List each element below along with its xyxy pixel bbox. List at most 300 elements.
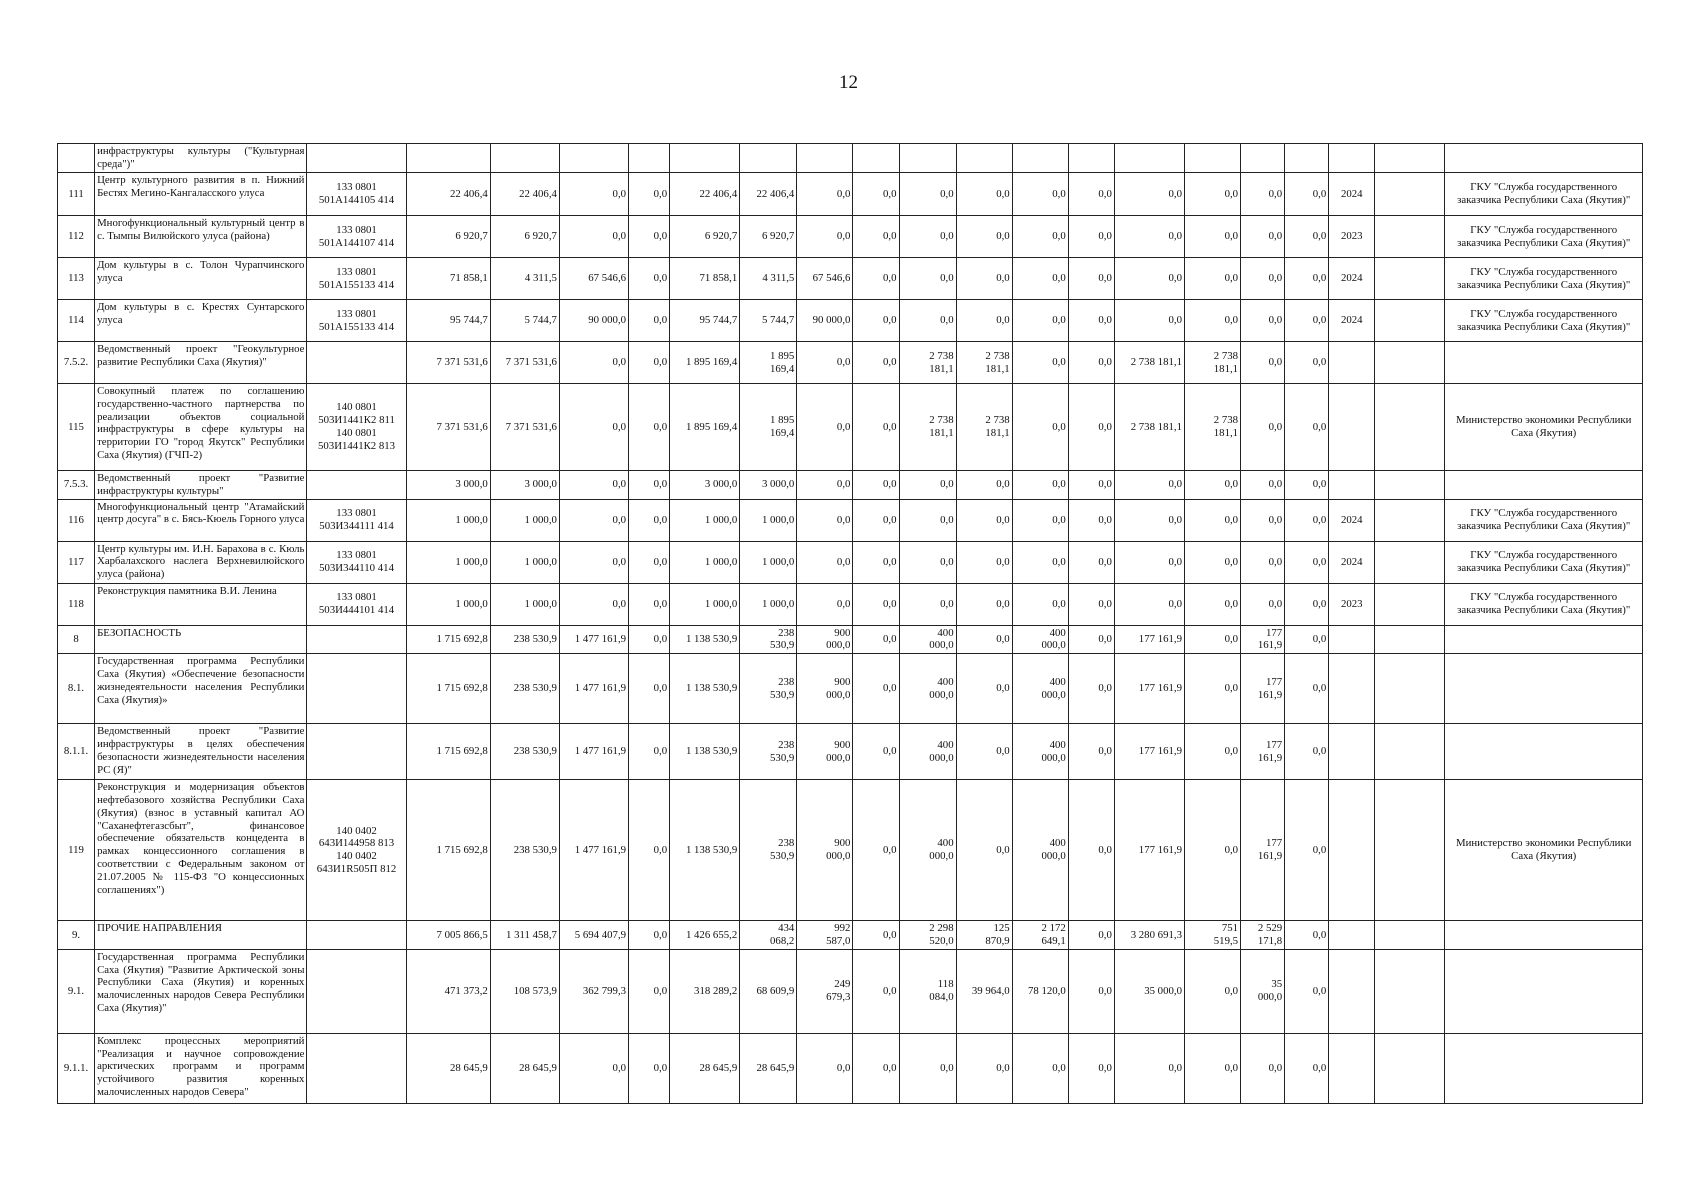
table-cell: 0,0 <box>899 583 956 625</box>
table-cell: 0,0 <box>1285 384 1329 471</box>
table-cell: 3 000,0 <box>740 471 797 500</box>
table-cell: 8.1.1. <box>58 724 95 780</box>
table-cell: 28 645,9 <box>490 1033 559 1103</box>
table-cell: 2 738 181,1 <box>1184 342 1240 384</box>
table-cell: 0,0 <box>1241 1033 1285 1103</box>
table-cell: 0,0 <box>629 173 670 216</box>
table-cell: БЕЗОПАСНОСТЬ <box>95 625 307 654</box>
table-cell: 0,0 <box>1012 583 1068 625</box>
table-cell: 238 530,9 <box>740 625 797 654</box>
table-cell: 7 005 866,5 <box>406 921 490 950</box>
table-cell: 9. <box>58 921 95 950</box>
table-cell: 177 161,9 <box>1114 780 1184 921</box>
table-row <box>58 583 1643 625</box>
table-cell: 0,0 <box>956 583 1012 625</box>
table-cell <box>670 144 740 173</box>
table-cell: 0,0 <box>629 780 670 921</box>
table-cell: 1 000,0 <box>740 499 797 541</box>
table-cell: 6 920,7 <box>670 216 740 258</box>
table-cell: 0,0 <box>629 541 670 583</box>
table-cell <box>1329 949 1375 1033</box>
table-cell: Ведомственный проект "Развитие инфраструктуры в целях обеспечения безопасности жизнедеятельности населения РС (Я)" <box>95 724 307 780</box>
table-cell: 0,0 <box>1285 258 1329 300</box>
table-cell: ГКУ "Служба государственного заказчика Республики Саха (Якутия)" <box>1445 583 1643 625</box>
table-cell: 1 000,0 <box>490 499 559 541</box>
table-cell: 238 530,9 <box>740 780 797 921</box>
table-cell: 28 645,9 <box>670 1033 740 1103</box>
table-cell: 177 161,9 <box>1241 654 1285 724</box>
table-cell: 0,0 <box>629 583 670 625</box>
table-cell: 0,0 <box>1012 384 1068 471</box>
table-cell <box>1445 1033 1643 1103</box>
table-cell: 6 920,7 <box>740 216 797 258</box>
table-cell: 0,0 <box>629 921 670 950</box>
table-cell: 2023 <box>1329 216 1375 258</box>
table-cell: 238 530,9 <box>740 654 797 724</box>
table-cell: 0,0 <box>797 216 853 258</box>
table-cell: 177 161,9 <box>1114 654 1184 724</box>
table-cell: 0,0 <box>853 499 899 541</box>
table-cell <box>1285 144 1329 173</box>
table-cell: 117 <box>58 541 95 583</box>
table-row <box>58 724 1643 780</box>
table-cell <box>1375 780 1445 921</box>
table-cell: 2024 <box>1329 300 1375 342</box>
table-cell: 7.5.3. <box>58 471 95 500</box>
table-cell: 0,0 <box>1012 541 1068 583</box>
table-cell: 2 738 181,1 <box>1114 342 1184 384</box>
table-cell: 0,0 <box>1184 300 1240 342</box>
table-cell: 119 <box>58 780 95 921</box>
table-row <box>58 921 1643 950</box>
table-cell: 8 <box>58 625 95 654</box>
table-cell: 0,0 <box>1285 625 1329 654</box>
table-cell: 0,0 <box>1184 499 1240 541</box>
table-cell: 0,0 <box>1241 384 1285 471</box>
table-cell: 0,0 <box>559 471 628 500</box>
table-cell <box>1329 724 1375 780</box>
table-cell: 0,0 <box>797 471 853 500</box>
table-cell: 0,0 <box>629 216 670 258</box>
table-cell: 1 138 530,9 <box>670 625 740 654</box>
table-cell: 3 000,0 <box>670 471 740 500</box>
table-cell <box>797 144 853 173</box>
table-cell: Многофункциональный центр "Атамайский центр досуга" в с. Бясь-Кюель Горного улуса <box>95 499 307 541</box>
table-cell: 0,0 <box>853 780 899 921</box>
table-cell: 0,0 <box>629 625 670 654</box>
table-cell <box>1375 724 1445 780</box>
table-cell <box>1375 471 1445 500</box>
table-cell: 2024 <box>1329 258 1375 300</box>
table-cell: 0,0 <box>797 384 853 471</box>
table-cell: 5 744,7 <box>740 300 797 342</box>
table-row <box>58 300 1643 342</box>
table-cell: 1 311 458,7 <box>490 921 559 950</box>
table-cell: 0,0 <box>853 541 899 583</box>
table-cell: 2 738 181,1 <box>899 342 956 384</box>
table-cell: 0,0 <box>1184 216 1240 258</box>
table-cell: 0,0 <box>853 654 899 724</box>
table-cell: 1 000,0 <box>670 541 740 583</box>
table-cell: 0,0 <box>1285 921 1329 950</box>
table-cell <box>1375 1033 1445 1103</box>
table-cell: 71 858,1 <box>406 258 490 300</box>
table-cell: 114 <box>58 300 95 342</box>
table-cell <box>1375 173 1445 216</box>
table-cell <box>1329 780 1375 921</box>
table-cell <box>1068 144 1114 173</box>
table-cell: 0,0 <box>559 499 628 541</box>
table-cell: 1 715 692,8 <box>406 625 490 654</box>
table-cell: 0,0 <box>1068 921 1114 950</box>
table-cell: 0,0 <box>797 583 853 625</box>
table-cell: 90 000,0 <box>559 300 628 342</box>
table-cell: 67 546,6 <box>797 258 853 300</box>
table-row <box>58 654 1643 724</box>
table-cell: 400 000,0 <box>899 625 956 654</box>
table-cell: 0,0 <box>1068 471 1114 500</box>
table-cell: 71 858,1 <box>670 258 740 300</box>
table-cell: 0,0 <box>1184 625 1240 654</box>
table-cell: 0,0 <box>559 583 628 625</box>
table-cell: 0,0 <box>1184 724 1240 780</box>
table-cell: 0,0 <box>1012 471 1068 500</box>
table-cell: 900 000,0 <box>797 625 853 654</box>
table-cell: 249 679,3 <box>797 949 853 1033</box>
table-cell: 0,0 <box>1285 541 1329 583</box>
table-cell <box>1375 216 1445 258</box>
table-cell <box>1375 342 1445 384</box>
table-cell: 0,0 <box>853 173 899 216</box>
table-cell: 400 000,0 <box>1012 654 1068 724</box>
table-cell: 0,0 <box>1241 499 1285 541</box>
table-cell <box>629 144 670 173</box>
table-cell: 1 000,0 <box>406 499 490 541</box>
table-cell: 0,0 <box>1114 216 1184 258</box>
table-body <box>58 144 1643 1104</box>
table-cell <box>307 921 406 950</box>
table-cell: 238 530,9 <box>490 654 559 724</box>
table-cell <box>1375 625 1445 654</box>
table-cell: 0,0 <box>629 342 670 384</box>
table-cell: 116 <box>58 499 95 541</box>
table-cell: 0,0 <box>1068 654 1114 724</box>
table-cell <box>1375 654 1445 724</box>
table-cell: ГКУ "Служба государственного заказчика Республики Саха (Якутия)" <box>1445 258 1643 300</box>
table-cell: 115 <box>58 384 95 471</box>
table-cell: 0,0 <box>1241 583 1285 625</box>
budget-table <box>57 143 1643 1104</box>
table-cell: 471 373,2 <box>406 949 490 1033</box>
table-cell: 0,0 <box>797 499 853 541</box>
table-cell <box>1445 471 1643 500</box>
table-cell: 6 920,7 <box>490 216 559 258</box>
table-row <box>58 173 1643 216</box>
table-cell: 35 000,0 <box>1241 949 1285 1033</box>
table-cell: 0,0 <box>1285 300 1329 342</box>
table-cell <box>1445 625 1643 654</box>
table-cell: 0,0 <box>1068 216 1114 258</box>
table-cell: 133 0801 503И344111 414 <box>307 499 406 541</box>
table-cell: 0,0 <box>629 1033 670 1103</box>
table-cell: 177 161,9 <box>1241 780 1285 921</box>
table-cell: 400 000,0 <box>1012 780 1068 921</box>
table-cell <box>1445 144 1643 173</box>
table-cell: 0,0 <box>1285 1033 1329 1103</box>
table-cell: Министерство экономики Республики Саха (Якутия) <box>1445 780 1643 921</box>
table-cell: 1 477 161,9 <box>559 625 628 654</box>
table-row <box>58 471 1643 500</box>
table-cell: 2 738 181,1 <box>1184 384 1240 471</box>
table-cell: 0,0 <box>1012 300 1068 342</box>
table-cell: 0,0 <box>853 949 899 1033</box>
table-cell: 1 895 169,4 <box>740 384 797 471</box>
table-row <box>58 216 1643 258</box>
table-cell: 0,0 <box>629 724 670 780</box>
table-cell: 22 406,4 <box>406 173 490 216</box>
table-cell: 0,0 <box>899 499 956 541</box>
table-cell <box>1445 654 1643 724</box>
table-cell: ГКУ "Служба государственного заказчика Республики Саха (Якутия)" <box>1445 216 1643 258</box>
table-cell: 0,0 <box>1068 173 1114 216</box>
table-cell: 0,0 <box>1012 173 1068 216</box>
table-cell <box>1375 384 1445 471</box>
table-cell: 238 530,9 <box>490 780 559 921</box>
table-cell: 140 0801 503И1441К2 811 140 0801 503И1441К2 813 <box>307 384 406 471</box>
table-cell <box>307 654 406 724</box>
table-cell: 0,0 <box>1184 654 1240 724</box>
table-cell <box>1329 384 1375 471</box>
table-cell <box>1375 499 1445 541</box>
table-cell: 1 426 655,2 <box>670 921 740 950</box>
table-cell: 238 530,9 <box>740 724 797 780</box>
table-cell: 0,0 <box>899 1033 956 1103</box>
table-row <box>58 949 1643 1033</box>
table-cell: 0,0 <box>1241 216 1285 258</box>
table-cell: ГКУ "Служба государственного заказчика Республики Саха (Якутия)" <box>1445 300 1643 342</box>
table-cell: 118 <box>58 583 95 625</box>
table-cell: 7.5.2. <box>58 342 95 384</box>
table-cell: 0,0 <box>956 724 1012 780</box>
table-cell: 0,0 <box>1068 384 1114 471</box>
table-cell: 2024 <box>1329 541 1375 583</box>
table-cell: 5 744,7 <box>490 300 559 342</box>
table-cell: 0,0 <box>899 300 956 342</box>
table-cell: 400 000,0 <box>899 724 956 780</box>
table-cell: 95 744,7 <box>670 300 740 342</box>
table-cell: 0,0 <box>956 541 1012 583</box>
table-cell: 0,0 <box>956 300 1012 342</box>
table-cell: 0,0 <box>1241 300 1285 342</box>
table-cell <box>1375 949 1445 1033</box>
table-cell: 133 0801 501A144105 414 <box>307 173 406 216</box>
table-cell: 0,0 <box>1114 1033 1184 1103</box>
table-cell: 1 715 692,8 <box>406 654 490 724</box>
table-cell <box>1329 654 1375 724</box>
table-cell: 0,0 <box>853 258 899 300</box>
table-cell: 0,0 <box>1114 499 1184 541</box>
table-cell: 1 000,0 <box>490 583 559 625</box>
table-cell: 0,0 <box>853 921 899 950</box>
table-cell: 0,0 <box>1114 583 1184 625</box>
table-cell: 5 694 407,9 <box>559 921 628 950</box>
table-cell: 0,0 <box>1114 541 1184 583</box>
table-cell: 4 311,5 <box>740 258 797 300</box>
table-cell: 0,0 <box>559 1033 628 1103</box>
table-cell: Дом культуры в с. Толон Чурапчинского улуса <box>95 258 307 300</box>
table-cell: 0,0 <box>1241 541 1285 583</box>
table-cell: 0,0 <box>1285 216 1329 258</box>
table-cell: 0,0 <box>853 300 899 342</box>
table-cell: 0,0 <box>1241 173 1285 216</box>
table-cell: 8.1. <box>58 654 95 724</box>
table-cell: 0,0 <box>956 1033 1012 1103</box>
table-cell: 1 895 169,4 <box>670 384 740 471</box>
table-cell: 0,0 <box>853 724 899 780</box>
table-cell: 0,0 <box>956 499 1012 541</box>
table-cell: 2024 <box>1329 173 1375 216</box>
table-cell: 2 738 181,1 <box>899 384 956 471</box>
table-cell: 0,0 <box>1068 258 1114 300</box>
table-cell <box>1329 471 1375 500</box>
table-cell: ПРОЧИЕ НАПРАВЛЕНИЯ <box>95 921 307 950</box>
table-cell: 2023 <box>1329 583 1375 625</box>
table-cell: Многофункциональный культурный центр в с. Тымпы Вилюйского улуса (района) <box>95 216 307 258</box>
table-row <box>58 1033 1643 1103</box>
table-cell: 0,0 <box>1068 499 1114 541</box>
table-cell: 0,0 <box>1285 499 1329 541</box>
table-row <box>58 499 1643 541</box>
table-cell <box>307 144 406 173</box>
table-cell: 0,0 <box>629 654 670 724</box>
table-cell: 0,0 <box>1114 300 1184 342</box>
table-cell: 2 172 649,1 <box>1012 921 1068 950</box>
table-cell: 112 <box>58 216 95 258</box>
table-cell: 0,0 <box>899 173 956 216</box>
table-cell: 0,0 <box>1068 625 1114 654</box>
table-cell: 0,0 <box>1184 173 1240 216</box>
table-row <box>58 384 1643 471</box>
table-cell: 400 000,0 <box>899 654 956 724</box>
table-cell: 7 371 531,6 <box>490 342 559 384</box>
table-cell: 2 529 171,8 <box>1241 921 1285 950</box>
table-cell: 133 0801 503И344110 414 <box>307 541 406 583</box>
table-cell: 238 530,9 <box>490 625 559 654</box>
table-cell: 133 0801 501A155133 414 <box>307 300 406 342</box>
table-cell <box>740 144 797 173</box>
table-cell <box>1329 921 1375 950</box>
table-row <box>58 625 1643 654</box>
table-cell: 0,0 <box>1184 1033 1240 1103</box>
table-cell: 0,0 <box>853 625 899 654</box>
table-cell: 1 000,0 <box>740 583 797 625</box>
table-cell: 0,0 <box>629 258 670 300</box>
table-cell: 0,0 <box>899 541 956 583</box>
table-cell: Центр культуры им. И.Н. Барахова в с. Кюль Харбалахского наслега Верхневилюйского улуса (района) <box>95 541 307 583</box>
table-cell: Реконструкция и модернизация объектов нефтебазового хозяйства Республики Саха (Якутия) (взнос в уставный капитал АО "Саханефтегазсбыт", финансовое обеспечение обязательств концедента в рамках концессионного соглашения в соответствии с Федеральным законом от 21.07.2005 № 115-ФЗ "О концессионных соглашениях") <box>95 780 307 921</box>
table-cell: 68 609,9 <box>740 949 797 1033</box>
table-cell: 113 <box>58 258 95 300</box>
table-row <box>58 780 1643 921</box>
table-cell: 39 964,0 <box>956 949 1012 1033</box>
table-cell <box>1445 342 1643 384</box>
table-cell: 0,0 <box>899 471 956 500</box>
table-cell <box>307 625 406 654</box>
table-cell: 0,0 <box>853 384 899 471</box>
table-cell: 900 000,0 <box>797 780 853 921</box>
table-cell <box>899 144 956 173</box>
table-cell: 0,0 <box>1068 780 1114 921</box>
table-cell: 9.1. <box>58 949 95 1033</box>
table-cell: 1 895 169,4 <box>740 342 797 384</box>
table-cell: 0,0 <box>1114 173 1184 216</box>
table-cell: 0,0 <box>1012 258 1068 300</box>
table-cell <box>307 949 406 1033</box>
table-cell: 35 000,0 <box>1114 949 1184 1033</box>
table-cell: 3 280 691,3 <box>1114 921 1184 950</box>
table-cell: 1 138 530,9 <box>670 724 740 780</box>
table-cell: 0,0 <box>956 173 1012 216</box>
table-cell <box>1241 144 1285 173</box>
table-cell: 1 138 530,9 <box>670 654 740 724</box>
table-cell: 22 406,4 <box>670 173 740 216</box>
table-cell <box>1329 1033 1375 1103</box>
table-cell: 0,0 <box>629 384 670 471</box>
table-cell: 2024 <box>1329 499 1375 541</box>
table-cell: Ведомственный проект "Развитие инфраструктуры культуры" <box>95 471 307 500</box>
table-cell <box>1329 144 1375 173</box>
table-cell: 0,0 <box>853 471 899 500</box>
table-cell: 0,0 <box>956 258 1012 300</box>
table-cell <box>853 144 899 173</box>
table-cell: 0,0 <box>1012 216 1068 258</box>
table-cell: 133 0801 503И444101 414 <box>307 583 406 625</box>
table-cell: 118 084,0 <box>899 949 956 1033</box>
table-cell: 1 000,0 <box>490 541 559 583</box>
table-cell: Центр культурного развития в п. Нижний Бестях Мегино-Кангаласского улуса <box>95 173 307 216</box>
table-cell: 0,0 <box>559 384 628 471</box>
table-cell <box>1445 921 1643 950</box>
table-cell <box>1375 583 1445 625</box>
table-cell: 28 645,9 <box>740 1033 797 1103</box>
table-cell: 1 000,0 <box>406 583 490 625</box>
table-cell: 0,0 <box>797 173 853 216</box>
table-cell: 0,0 <box>1285 949 1329 1033</box>
table-cell: 1 000,0 <box>406 541 490 583</box>
table-cell <box>1375 541 1445 583</box>
table-cell: 434 068,2 <box>740 921 797 950</box>
table-cell: 2 738 181,1 <box>956 342 1012 384</box>
table-cell: 0,0 <box>956 780 1012 921</box>
table-cell: 1 477 161,9 <box>559 654 628 724</box>
table-cell: 0,0 <box>1285 724 1329 780</box>
table-cell: 90 000,0 <box>797 300 853 342</box>
table-cell: 900 000,0 <box>797 724 853 780</box>
table-cell: 2 298 520,0 <box>899 921 956 950</box>
table-cell: 111 <box>58 173 95 216</box>
table-cell: 0,0 <box>1012 1033 1068 1103</box>
table-cell: 1 138 530,9 <box>670 780 740 921</box>
table-cell: 0,0 <box>1068 1033 1114 1103</box>
table-cell: 0,0 <box>1012 342 1068 384</box>
table-cell: 9.1.1. <box>58 1033 95 1103</box>
table-cell: 22 406,4 <box>490 173 559 216</box>
table-cell: 0,0 <box>559 342 628 384</box>
table-cell <box>1114 144 1184 173</box>
table-cell: Комплекс процессных мероприятий "Реализация и научное сопровождение арктических программ и программ устойчивого развития коренных малочисленных народов Севера" <box>95 1033 307 1103</box>
table-cell: 7 371 531,6 <box>406 342 490 384</box>
table-cell: 318 289,2 <box>670 949 740 1033</box>
